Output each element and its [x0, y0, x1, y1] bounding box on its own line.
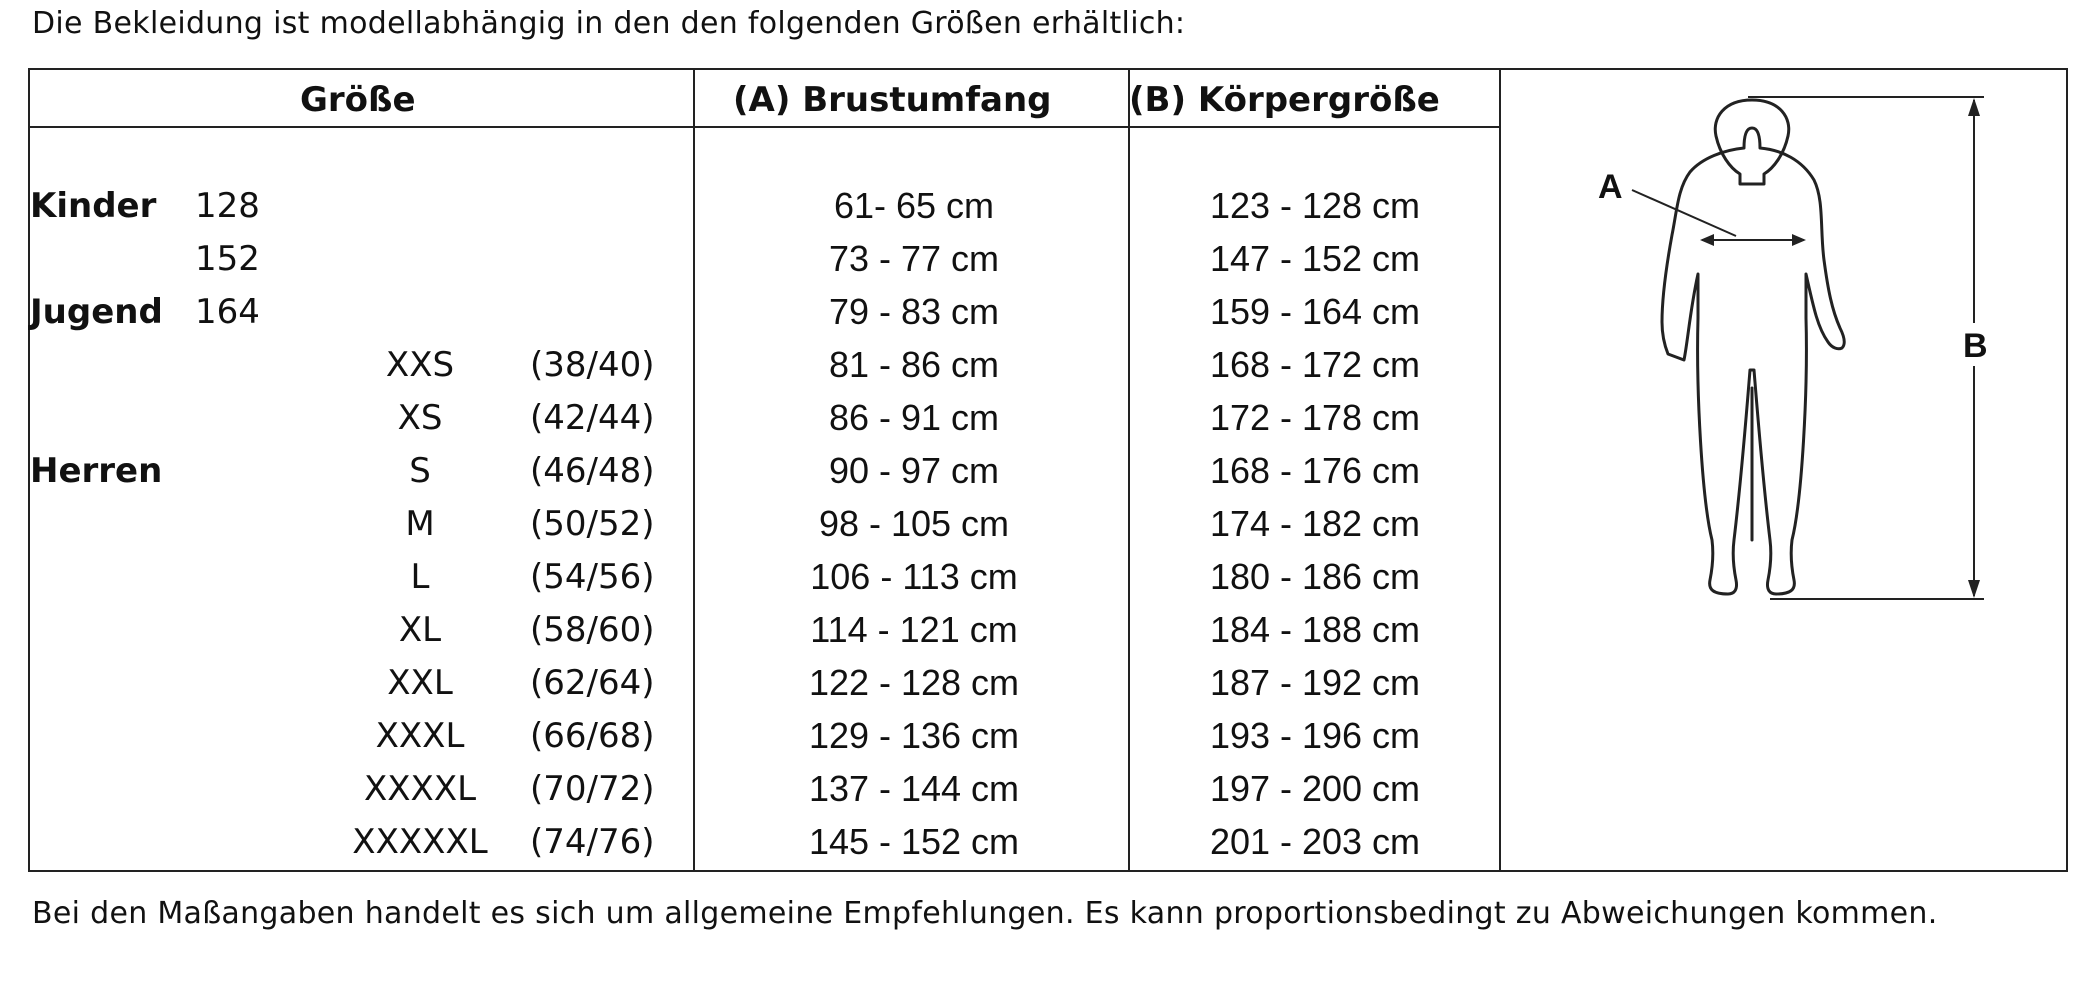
label-b: B	[1963, 327, 1988, 365]
disclaimer-text: Bei den Maßangaben handelt es sich um allgemeine Empfehlungen. Es kann proportionsbedingt zu Abweichungen kommen.	[32, 896, 1938, 931]
row-size-code: L	[410, 557, 430, 597]
table-row	[0, 763, 1500, 815]
row-height-range: 184 - 188 cm	[1209, 609, 1421, 650]
height-arrow-up-icon	[1968, 98, 1980, 116]
table-row	[0, 710, 1500, 762]
header-chest: (A) Brustumfang	[733, 80, 1052, 120]
row-eu-size: (58/60)	[530, 610, 655, 650]
row-chest-range: 129 - 136 cm	[808, 715, 1020, 756]
row-chest-range: 61- 65 cm	[833, 185, 995, 226]
row-eu-size: (42/44)	[530, 398, 655, 438]
table-row	[0, 604, 1500, 656]
row-height-range: 172 - 178 cm	[1209, 397, 1421, 438]
intro-text: Die Bekleidung ist modellabhängig in den den folgenden Größen erhältlich:	[32, 6, 1186, 41]
row-height-range: 147 - 152 cm	[1209, 238, 1421, 279]
table-row	[0, 445, 1500, 497]
row-height-range: 180 - 186 cm	[1209, 556, 1421, 597]
row-height-range: 201 - 203 cm	[1209, 821, 1421, 862]
row-size-code: XXXL	[375, 716, 465, 756]
row-eu-size: (66/68)	[530, 716, 655, 756]
row-size-code: XXXXXL	[352, 822, 488, 862]
label-a-leader-line	[1632, 190, 1736, 236]
row-child-size: 164	[195, 292, 260, 332]
row-height-range: 123 - 128 cm	[1209, 185, 1421, 226]
row-chest-range: 137 - 144 cm	[808, 768, 1020, 809]
row-chest-range: 81 - 86 cm	[828, 344, 1000, 385]
row-height-range: 168 - 172 cm	[1209, 344, 1421, 385]
chest-arrow-right-icon	[1792, 234, 1806, 246]
table-row	[0, 233, 1500, 285]
row-size-code: XS	[397, 398, 443, 438]
table-row	[0, 180, 1500, 232]
row-height-range: 168 - 176 cm	[1209, 450, 1421, 491]
row-group-label: Herren	[30, 451, 163, 491]
row-child-size: 152	[195, 239, 260, 279]
row-chest-range: 90 - 97 cm	[828, 450, 1000, 491]
table-row	[0, 551, 1500, 603]
row-eu-size: (62/64)	[530, 663, 655, 703]
row-height-range: 159 - 164 cm	[1209, 291, 1421, 332]
row-height-range: 193 - 196 cm	[1209, 715, 1421, 756]
table-row	[0, 816, 1500, 868]
row-size-code: M	[405, 504, 435, 544]
table-row	[0, 657, 1500, 709]
row-eu-size: (70/72)	[530, 769, 655, 809]
row-chest-range: 114 - 121 cm	[810, 609, 1018, 650]
header-divider	[28, 126, 1501, 128]
chest-arrow-left-icon	[1700, 234, 1714, 246]
row-chest-range: 145 - 152 cm	[808, 821, 1020, 862]
header-height: (B) Körpergröße	[1129, 80, 1440, 120]
row-height-range: 174 - 182 cm	[1209, 503, 1421, 544]
row-chest-range: 98 - 105 cm	[818, 503, 1010, 544]
header-size: Größe	[300, 80, 416, 120]
table-row	[0, 339, 1500, 391]
body-measurement-figure	[1502, 70, 2066, 870]
row-chest-range: 79 - 83 cm	[828, 291, 1000, 332]
row-size-code: S	[409, 451, 431, 491]
row-group-label: Kinder	[30, 186, 157, 226]
row-height-range: 197 - 200 cm	[1209, 768, 1421, 809]
row-eu-size: (38/40)	[530, 345, 655, 385]
row-chest-range: 73 - 77 cm	[828, 238, 1000, 279]
row-height-range: 187 - 192 cm	[1209, 662, 1421, 703]
row-size-code: XXXXL	[363, 769, 477, 809]
row-eu-size: (46/48)	[530, 451, 655, 491]
row-eu-size: (74/76)	[530, 822, 655, 862]
row-group-label: Jugend	[30, 292, 163, 332]
table-row	[0, 498, 1500, 550]
table-row	[0, 392, 1500, 444]
label-a: A	[1598, 168, 1623, 206]
table-row	[0, 286, 1500, 338]
row-eu-size: (50/52)	[530, 504, 655, 544]
row-chest-range: 122 - 128 cm	[808, 662, 1020, 703]
row-child-size: 128	[195, 186, 260, 226]
row-eu-size: (54/56)	[530, 557, 655, 597]
head-outline	[1715, 100, 1789, 184]
row-size-code: XL	[398, 610, 442, 650]
row-size-code: XXL	[387, 663, 453, 703]
height-arrow-down-icon	[1968, 580, 1980, 598]
row-chest-range: 86 - 91 cm	[828, 397, 1000, 438]
row-chest-range: 106 - 113 cm	[810, 556, 1018, 597]
row-size-code: XXS	[385, 345, 455, 385]
